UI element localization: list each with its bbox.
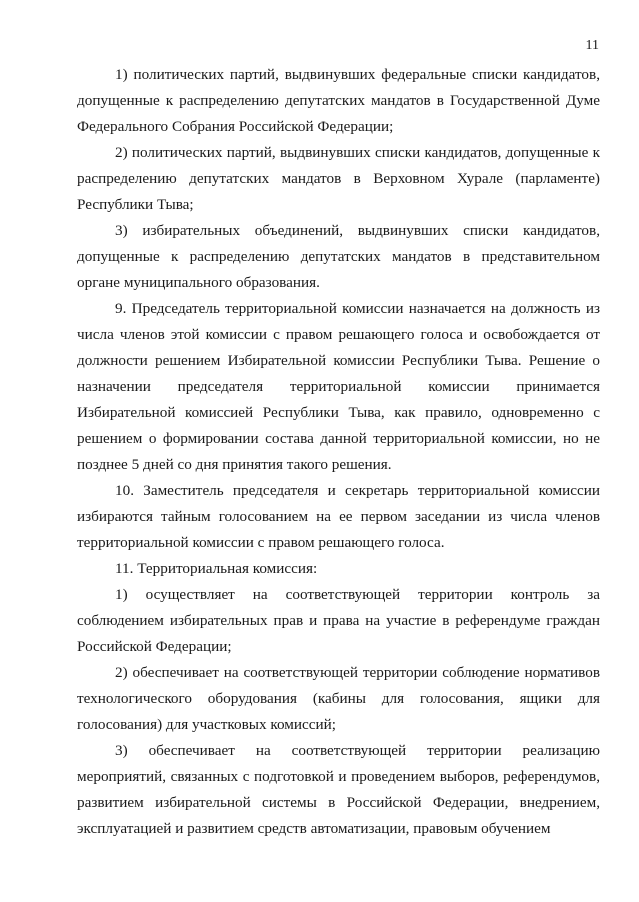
paragraph-clause-10: 10. Заместитель председателя и секретарь территориальной комиссии избираются тайным голосованием на ее первом заседании из числа членов территориальной комиссии с правом решающего голоса. (77, 482, 600, 551)
page-number: 11 (585, 38, 599, 53)
paragraph-clause-11-item-2: 2) обеспечивает на соответствующей территории соблюдение нормативов технологического оборудования (кабины для голосования, ящики для голосования) для участковых комиссий; (77, 664, 600, 733)
document-body (77, 62, 600, 842)
paragraph-clause-9: 9. Председатель территориальной комиссии назначается на должность из числа членов этой комиссии с правом решающего голоса и освобождается от должности решением Избирательной комиссии Республики Тыва. Решение о назначении председателя территориальной комиссии принимается Избирательной комиссией Республики Тыва, как правило, одновременно с решением о формировании состава данной территориальной комиссии, но не позднее 5 дней со дня принятия такого решения. (77, 300, 600, 473)
paragraph-list-item-2-regional-parties: 2) политических партий, выдвинувших списки кандидатов, допущенные к распределению депутатских мандатов в Верховном Хурале (парламенте) Республики Тыва; (77, 144, 600, 213)
paragraph-clause-11-item-1: 1) осуществляет на соответствующей территории контроль за соблюдением избирательных прав и права на участие в референдуме граждан Российской Федерации; (77, 586, 600, 655)
paragraph-clause-11-item-3: 3) обеспечивает на соответствующей территории реализацию мероприятий, связанных с подготовкой и проведением выборов, референдумов, развитием избирательной системы в Российской Федерации, внедрением, эксплуатацией и развитием средств автоматизации, правовым обучением (77, 742, 600, 837)
paragraph-list-item-1-federal-parties: 1) политических партий, выдвинувших федеральные списки кандидатов, допущенные к распределению депутатских мандатов в Государственной Думе Федерального Собрания Российской Федерации; (77, 66, 600, 135)
paragraph-list-item-3-electoral-associations: 3) избирательных объединений, выдвинувших списки кандидатов, допущенные к распределению депутатских мандатов в представительном органе муниципального образования. (77, 222, 600, 291)
paragraph-clause-11-heading: 11. Территориальная комиссия: (115, 560, 318, 577)
